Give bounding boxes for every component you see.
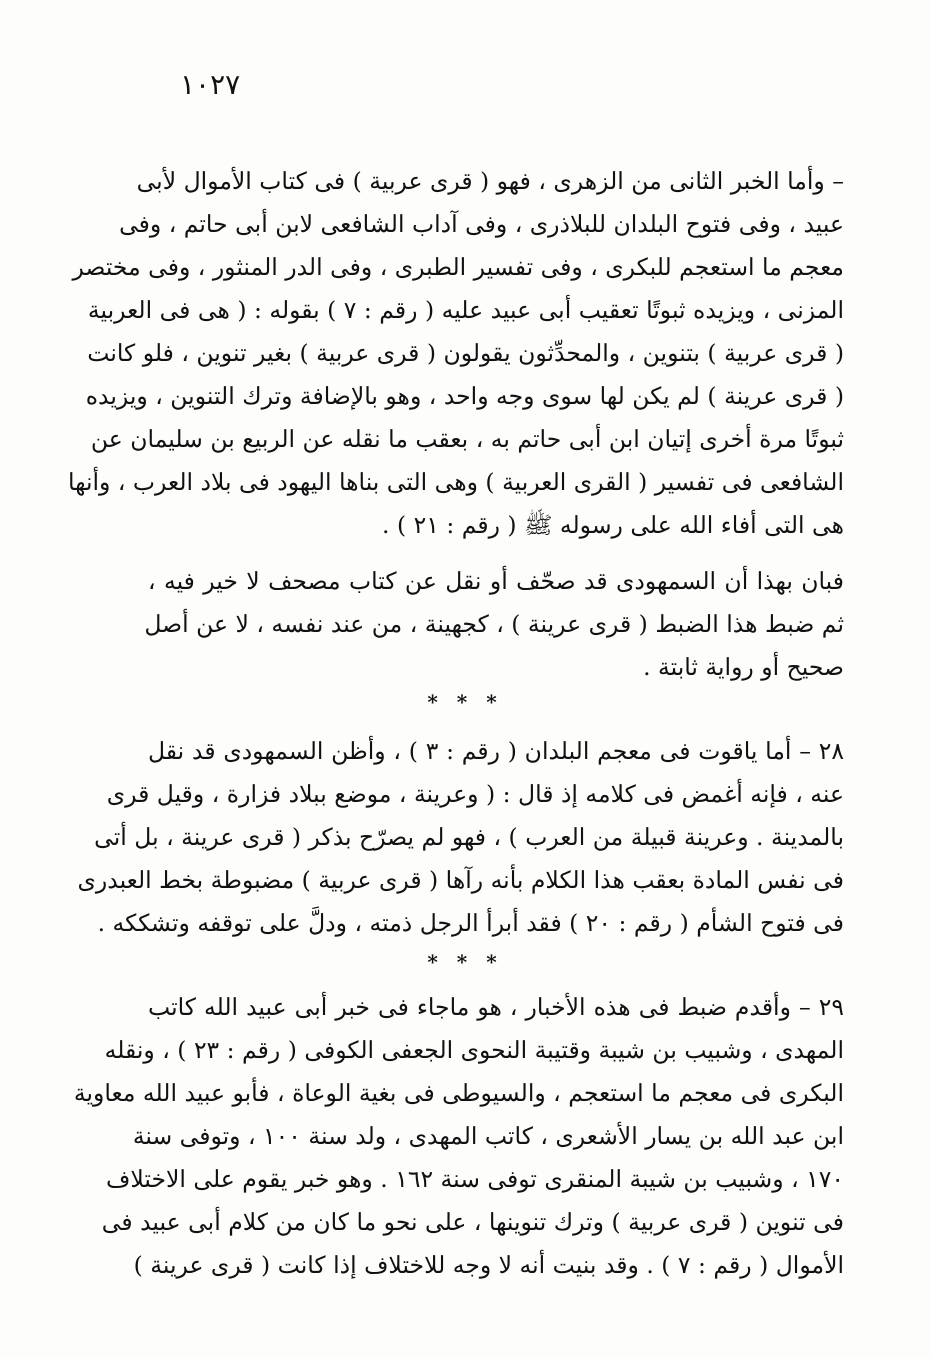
text-line: بالمدينة . وعرينة قبيلة من العرب ) ، فهو لم يصرّح بذكر ( قرى عرينة ، بل أتى: [94, 823, 844, 851]
text-line: عنه ، فإنه أغمض فى كلامه إذ قال : ( وعرينة ، موضع ببلاد فزارة ، وقيل قرى: [106, 780, 844, 808]
text-line: ثبوتًا مرة أخرى إتيان ابن أبى حاتم به ، بعقب ما نقله عن الربيع بن سليمان عن: [90, 425, 844, 453]
text-line: عبيد ، وفى فتوح البلدان للبلاذرى ، وفى آداب الشافعى لابن أبى حاتم ، وفى: [119, 210, 844, 238]
paragraph-3: [77, 730, 844, 945]
text-line: المزنى ، ويزيده ثبوتًا تعقيب أبى عبيد عليه ( رقم : ٧ ) بقوله : ( هى فى العربية: [87, 296, 844, 324]
text-line: هى التى أفاء الله على رسوله ﷺ ( رقم : ٢١ ) .: [382, 511, 844, 539]
text-line: ١٧٠ ، وشبيب بن شيبة المنقرى توفى سنة ١٦٢ . وهو خبر يقوم على الاختلاف: [106, 1165, 844, 1193]
page-number: ١٠٢٧: [180, 68, 241, 101]
text-line: ابن عبد الله بن يسار الأشعرى ، كاتب المهدى ، ولد سنة ١٠٠ ، وتوفى سنة: [132, 1122, 844, 1150]
paragraph-4: [73, 986, 844, 1287]
text-line: فى تنوين ( قرى عربية ) وترك تنوينها ، على نحو ما كان من كلام أبى عبيد فى: [101, 1208, 844, 1236]
text-line: ( قرى عرينة ) لم يكن لها سوى وجه واحد ، وهو بالإضافة وترك التنوين ، ويزيده: [85, 382, 844, 410]
text-line: البكرى فى معجم ما استعجم ، والسيوطى فى بغية الوعاة ، فأبو عبيد الله معاوية: [73, 1079, 844, 1107]
paragraph-2: [144, 560, 844, 689]
text-line: ٢٨ – أما ياقوت فى معجم البلدان ( رقم : ٣ ) ، وأظن السمهودى قد نقل: [148, 737, 844, 765]
text-line: المهدى ، وشبيب بن شيبة وقتيبة النحوى الجعفى الكوفى ( رقم : ٢٣ ) ، ونقله: [104, 1036, 844, 1064]
text-line: فبان بهذا أن السمهودى قد صحّف أو نقل عن كتاب مصحف لا خير فيه ،: [148, 567, 844, 595]
text-line: فى نفس المادة بعقب هذا الكلام بأنه رآها ( قرى عربية ) مضبوطة بخط العبدرى: [77, 866, 844, 894]
section-separator: * * *: [427, 950, 503, 974]
text-line: ثم ضبط هذا الضبط ( قرى عرينة ) ، كجهينة ، من عند نفسه ، لا عن أصل: [144, 610, 844, 638]
text-line: فى فتوح الشأم ( رقم : ٢٠ ) فقد أبرأ الرجل ذمته ، ودلَّ على توقفه وتشككه .: [97, 909, 844, 937]
paragraph-1: [67, 160, 844, 547]
text-line: ( قرى عربية ) بتنوين ، والمحدِّثون يقولون ( قرى عربية ) بغير تنوين ، فلو كانت: [87, 339, 844, 367]
text-line: ٢٩ – وأقدم ضبط فى هذه الأخبار ، هو ماجاء فى خبر أبى عبيد الله كاتب: [148, 993, 844, 1021]
text-line: الأموال ( رقم : ٧ ) . وقد بنيت أنه لا وجه للاختلاف إذا كانت ( قرى عرينة ): [133, 1251, 844, 1279]
text-line: صحيح أو رواية ثابتة .: [643, 653, 844, 681]
section-separator: * * *: [427, 690, 503, 714]
text-line: الشافعى فى تفسير ( القرى العربية ) وهى التى بناها اليهود فى بلاد العرب ، وأنها: [67, 468, 844, 496]
text-line: – وأما الخبر الثانى من الزهرى ، فهو ( قرى عربية ) فى كتاب الأموال لأبى: [136, 167, 844, 195]
text-line: معجم ما استعجم للبكرى ، وفى تفسير الطبرى ، وفى الدر المنثور ، وفى مختصر: [72, 253, 844, 281]
